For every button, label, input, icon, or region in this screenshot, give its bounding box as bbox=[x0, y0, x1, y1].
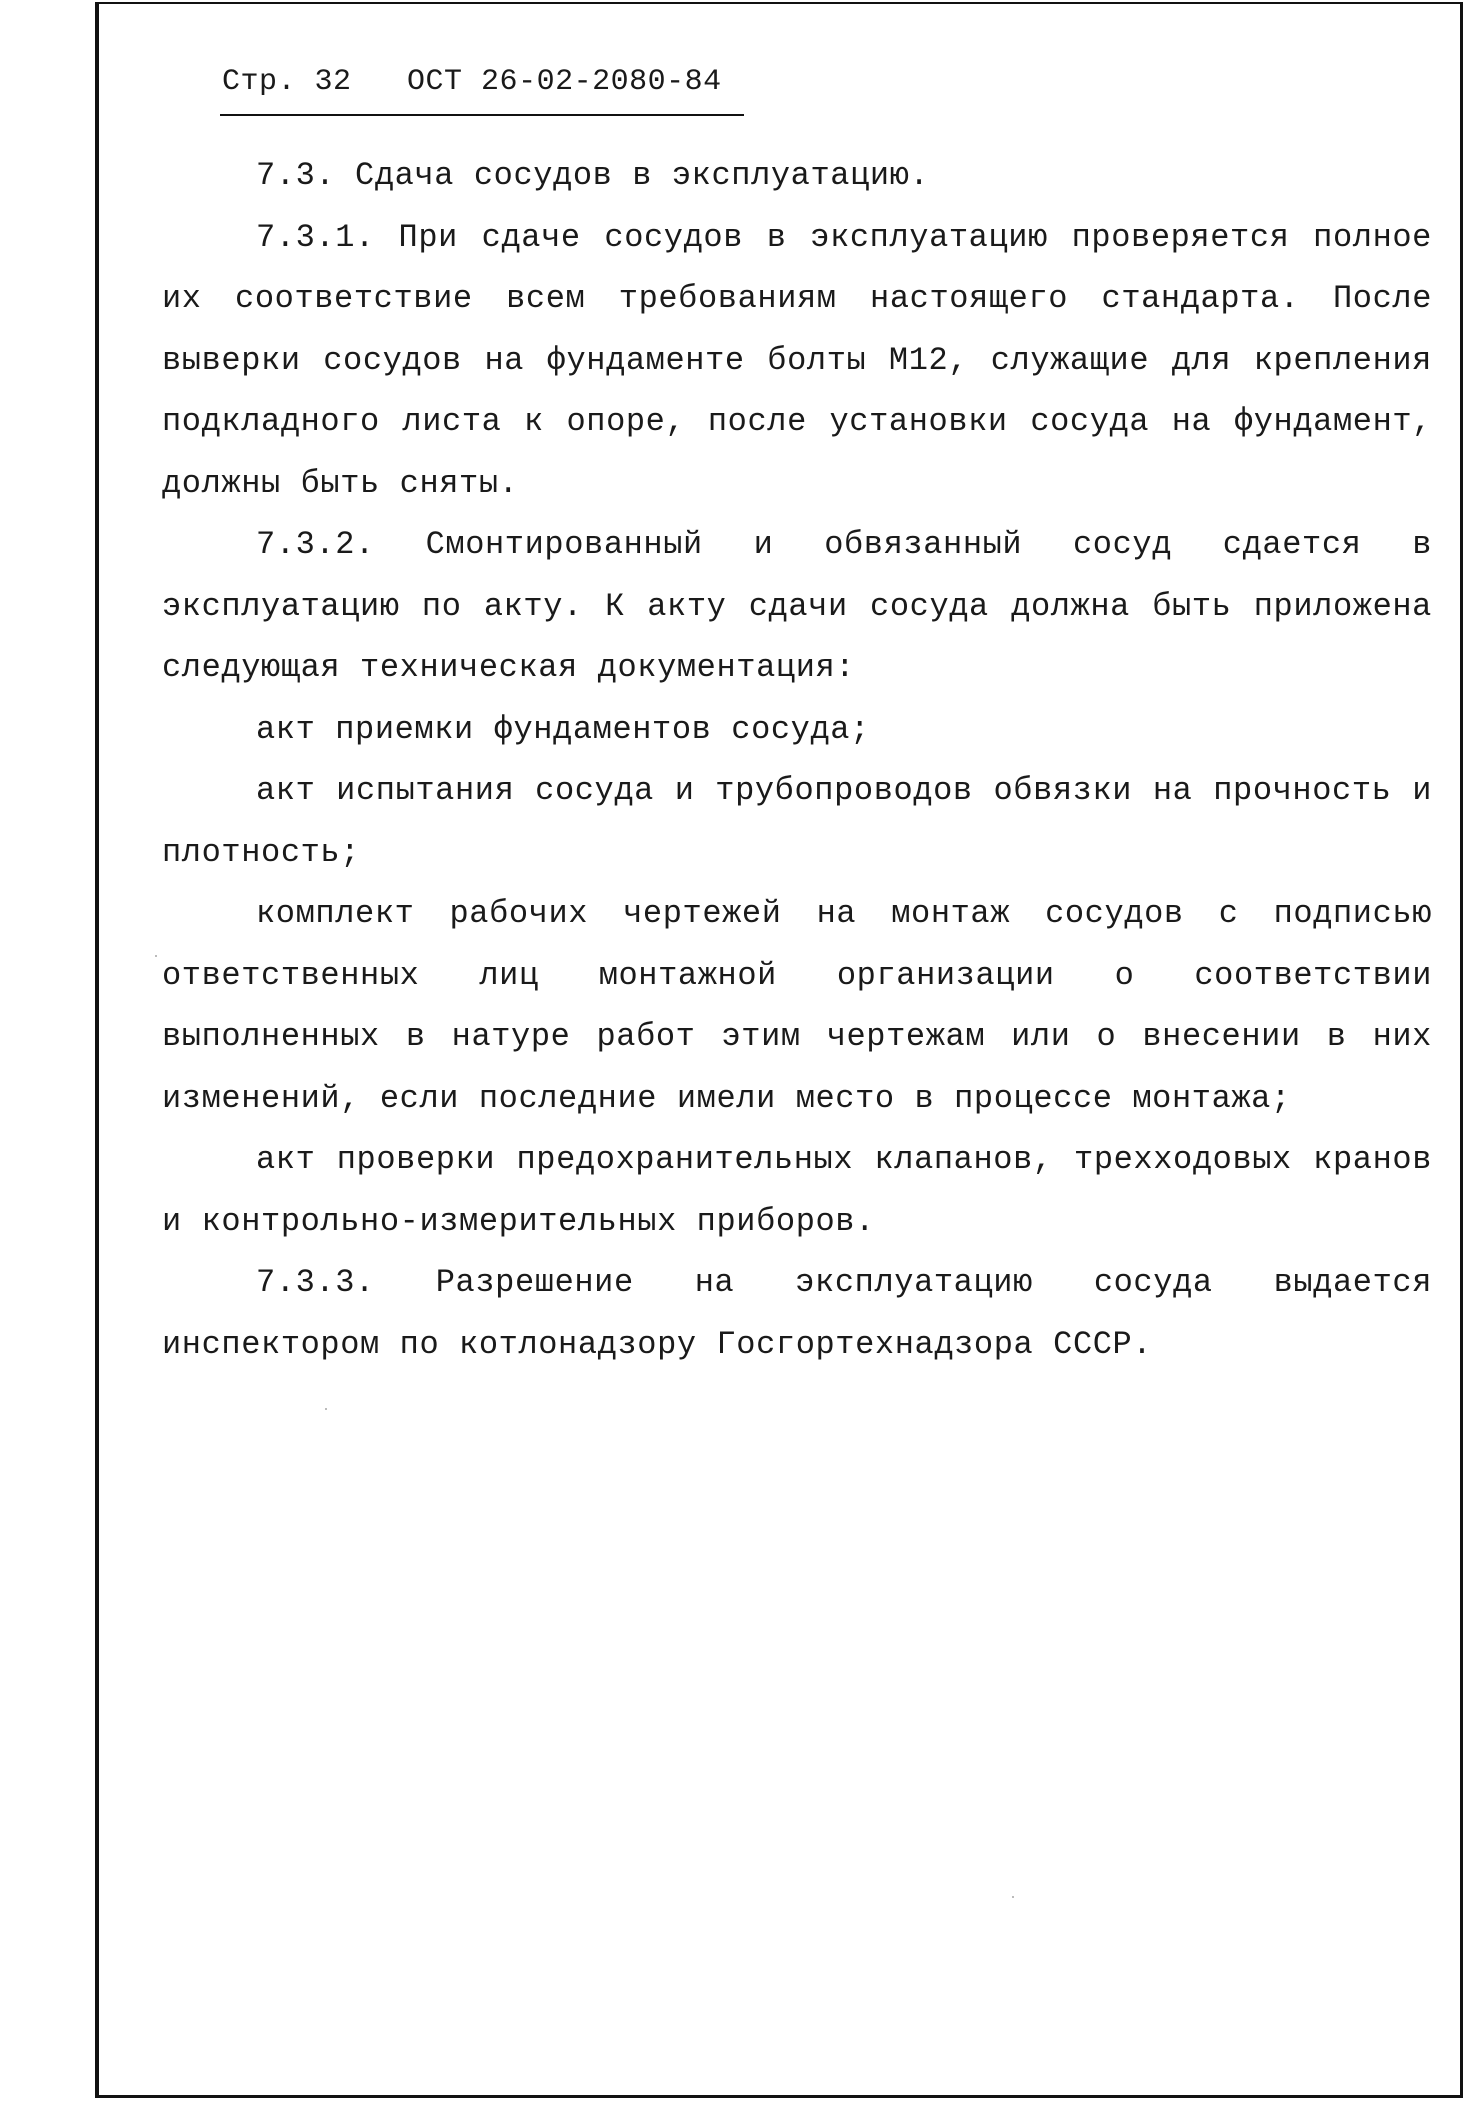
scan-speck bbox=[155, 955, 157, 957]
doc-list-item: акт испытания сосуда и трубопроводов обвязки на прочность и плотность; bbox=[162, 772, 1432, 871]
section-title: 7.3. Сдача сосудов в эксплуатацию. bbox=[256, 157, 930, 194]
doc-list-item: комплект рабочих чертежей на монтаж сосудов с подписью ответственных лиц монтажной организации о соответствии выполненных в натуре работ этим чертежам или о внесении в них изменений, если последние имели место в процессе монтажа; bbox=[162, 895, 1432, 1117]
standard-code: ОСТ 26-02-2080-84 bbox=[407, 65, 722, 99]
header-underline bbox=[220, 114, 744, 116]
doc-list-item: акт проверки предохранительных клапанов, трехходовых кранов и контрольно-измерительных приборов. bbox=[162, 1141, 1432, 1240]
page-number: Стр. 32 bbox=[222, 65, 352, 99]
scan-speck bbox=[325, 1408, 327, 1410]
page-header bbox=[222, 62, 722, 102]
paragraph-7-3-1: 7.3.1. При сдаче сосудов в эксплуатацию проверяется полное их соответствие всем требованиям настоящего стандарта. После выверки сосудов на фундаменте болты М12, служащие для крепления подкладного листа к опоре, после установки сосуда на фундамент, должны быть сняты. bbox=[162, 218, 1432, 502]
doc-list-item: акт приемки фундаментов сосуда; bbox=[256, 710, 870, 748]
paragraph-7-3-3: 7.3.3. Разрешение на эксплуатацию сосуда выдается инспектором по котлонадзору Госгортехнадзора СССР. bbox=[162, 1264, 1432, 1363]
scan-speck bbox=[1012, 1896, 1014, 1898]
document-body bbox=[162, 145, 1432, 1375]
paragraph-7-3-2: 7.3.2. Смонтированный и обвязанный сосуд сдается в эксплуатацию по акту. К акту сдачи сосуда должна быть приложена следующая техническая документация: bbox=[162, 526, 1432, 686]
